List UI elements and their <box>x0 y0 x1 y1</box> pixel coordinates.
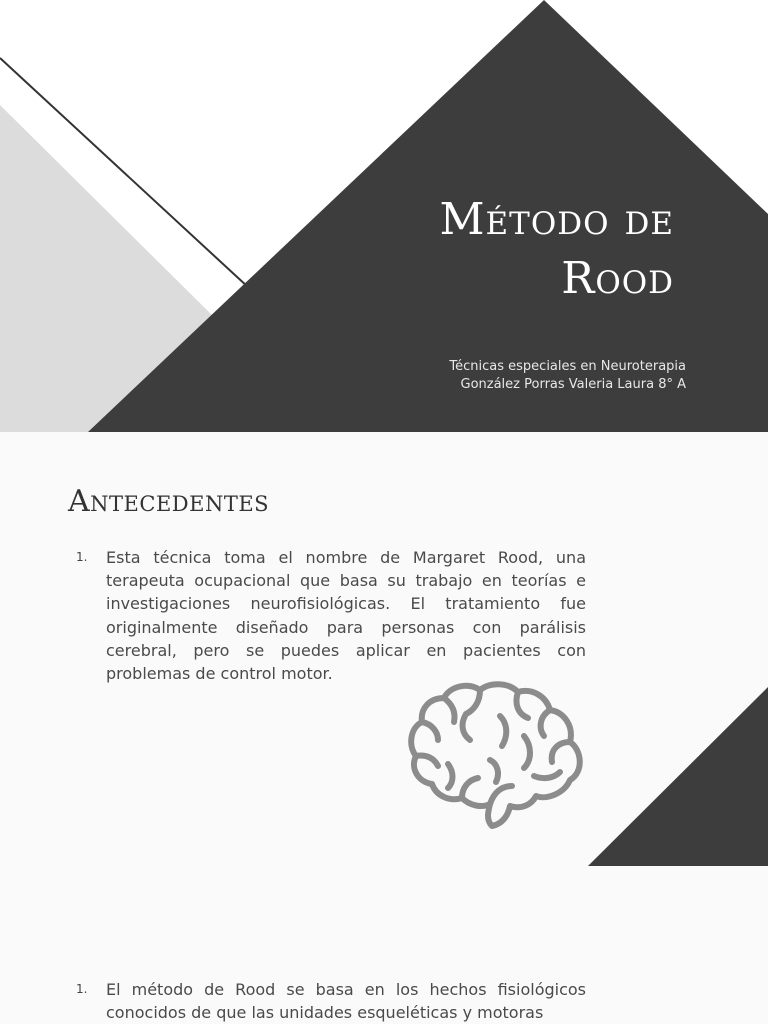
list-number: 1. <box>76 982 88 996</box>
list-item <box>76 546 586 685</box>
subtitle-course: Técnicas especiales en Neuroterapia <box>449 359 686 374</box>
subtitle-author: González Porras Valeria Laura 8° A <box>460 377 686 392</box>
list-item-text: El método de Rood se basa en los hechos fisiológicos conocidos de que las unidades esqueléticas y motoras <box>106 980 586 1023</box>
list-number: 1. <box>76 550 88 564</box>
cover-slide <box>0 0 768 432</box>
brain-icon <box>404 676 584 836</box>
list-item-text: Esta técnica toma el nombre de Margaret Rood, una terapeuta ocupacional que basa su trabajo en teorías e investigaciones neurofisiológicas. El tratamiento fue originalmente diseñado para personas con parálisis cerebral, pero se puedes aplicar en pacientes con problemas de control motor. <box>106 548 586 684</box>
title-line-1: Método de <box>439 194 674 245</box>
section-heading: Antecedentes <box>68 484 270 519</box>
title-line-2: Rood <box>561 253 674 304</box>
background-slide <box>0 432 768 868</box>
background-list <box>76 546 586 685</box>
list-item <box>76 978 586 1024</box>
next-slide <box>0 868 768 1024</box>
corner-triangle <box>588 687 768 866</box>
page-title <box>294 190 674 308</box>
next-slide-list <box>76 978 586 1024</box>
subtitle <box>286 358 686 394</box>
